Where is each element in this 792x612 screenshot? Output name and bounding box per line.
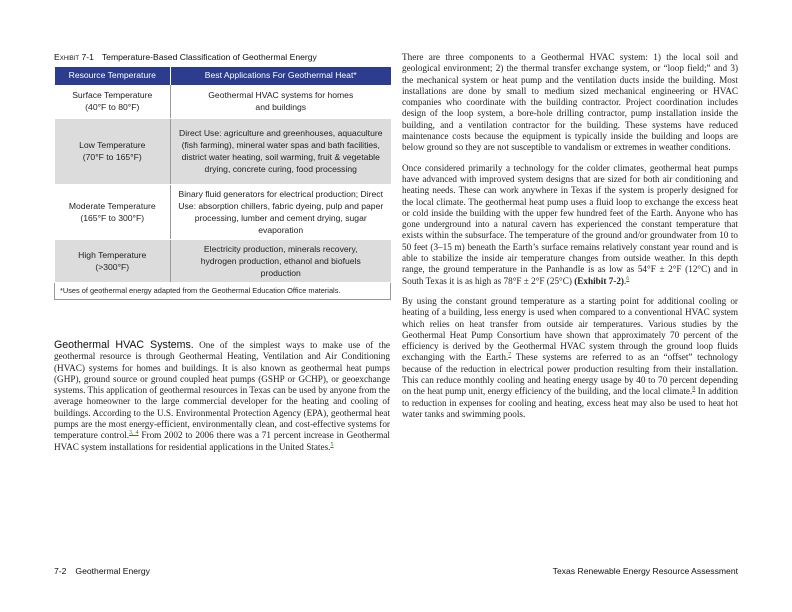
category-range: (165°F to 300°F) [80,212,145,223]
exhibit-label-text: Exhibit [54,52,80,62]
page-number: 7-2 [54,566,67,576]
footnote-link[interactable]: 7 [508,352,512,359]
header-resource-temperature: Resource Temperature [55,67,171,85]
footnote-link[interactable]: 8 [692,386,696,393]
table-row [55,85,391,118]
category-name: High Temperature [78,249,147,260]
header-best-applications: Best Applications For Geothermal Heat* [171,67,391,85]
row-category [55,184,171,239]
table-footnote-row [55,282,391,299]
right-column [402,52,738,420]
paragraph-text: By using the constant ground temperature as a starting point for additional cooling or heating of a building, less energy is used when compared to a conventional HVAC system which relies on heat transfer from outside air temperatures. Various studies by the Geothermal Heat Pump Consortium have shown that approximately 70 percent of the efficiency is derived by the Geothermal HVAC system through the ground loop fluids exchanging with the Earth. [402,295,738,363]
category-name: Moderate Temperature [68,200,156,211]
table-row [55,239,391,282]
footer-right [553,566,738,576]
ground-temperature-paragraph [402,296,738,420]
row-applications: Direct Use: agriculture and greenhouses, aquaculture (fish farming), mineral water spas and bath facilities, district water heating, soil warming, fruit & vegetable drying, concrete curing, food processing [171,118,391,184]
paragraph-text: From 2002 to 2006 there was a 71 percent increase in Geothermal HVAC system installations for residential applications in the United States. [54,430,390,452]
row-category [55,239,171,282]
section-heading: Geothermal HVAC Systems. [54,339,194,351]
row-category [55,118,171,184]
category-range: (>300°F) [95,261,130,272]
category-name: Surface Temperature [72,90,153,101]
table-header-row [55,67,391,85]
row-applications: Binary fluid generators for electrical production; Direct Use: absorption chillers, fabric dyeing, pulp and paper processing, lumber and cement drying, sugar evaporation [171,184,391,239]
components-paragraph: There are three components to a Geothermal HVAC system: 1) the local soil and geological environment; 2) the thermal transfer exchange system, or “loop field;” and 3) the mechanical system or heat pump and the ventilation ducts inside the building. Most installations are done by small to medium sized mechanical engineering or HVAC companies who coordinate with the building contractor. Project coordination includes design of the loop system, a bore-hole drilling contractor, pump installation inside the building, and a ventilation contractor for the building. These systems have reduced maintenance costs because the equipment is typically inside the building and loops are below ground so they are not susceptible to vandalism or extremes in weather conditions. [402,52,738,153]
table-row [55,118,391,184]
table-footnote: *Uses of geothermal energy adapted from the Geothermal Education Office materials. [55,282,391,299]
paragraph-text: Once considered primarily a technology for the colder climates, geothermal heat pumps have advanced with improved system designs that are sized for both air conditioning and heating needs. These can work anywhere in Texas if the system is properly designed for the local climate. The geothermal heat pump uses a fluid loop to exchange the excess heat or cold inside the building with the upper few hundred feet of the Earth. Anyone who has gone underground into a natural cavern has experienced the constant temperature that exists within the subsurface. The temperature of the ground and/or groundwater from 10 to 50 feet (3–15 m) beneath the Earth’s surface remains relatively constant year round and is able to stabilize the inside air temperature changes from outside weather. In this depth range, the ground temperature in the Panhandle is as low as 54°F ± 2°F (12°C) and in South Texas it is as high as 78°F ± 2°F (25°C) [402,162,738,286]
row-category [55,85,171,118]
exhibit-title [54,52,390,62]
left-column [54,52,390,300]
category-range: (70°F to 165°F) [82,152,142,162]
publication-title: Texas Renewable Energy Resource Assessment [552,566,738,576]
chapter-name: Geothermal Energy [75,566,150,576]
hvac-systems-paragraph [54,340,390,453]
footnote-link[interactable]: 6 [626,275,630,282]
left-body-text [54,340,390,453]
footnote-link[interactable]: 3, 4 [129,430,139,437]
paragraph-text: These systems are referred to as an “offset” technology because of the reduction in electrical power production resulting from their installation. This can reduce monthly cooling and heating energy usage by 40 to 70 percent depending on the heat pump unit, energy efficiency of the building, and the local climate. [402,352,738,397]
exhibit-table [54,67,391,300]
row-applications: Geothermal HVAC systems for homes and buildings [171,85,391,118]
category-name: Low Temperature [79,140,146,150]
exhibit-number: 7-1 [81,52,94,62]
paragraph-text: . [624,275,627,286]
exhibit-title-text: Temperature-Based Classification of Geothermal Energy [101,52,317,62]
paragraph-text: One of the simplest ways to make use of the geothermal resource is through Geothermal Heating, Ventilation and Air Conditioning (HVAC) systems for homes and buildings. It is also known as geothermal heat pumps (GHP), ground source or ground coupled heat pumps (GSHP or GCHP), or geoexchange systems. This application of geothermal resources in Texas can be used by anyone from the average homeowner to the large commercial developer for the heating and cooling of buildings. According to the U.S. Environmental Protection Agency (EPA), geothermal heat pumps are the most energy-efficient, environmentally clean, and cost-effective systems for temperature control. [54,340,390,441]
exhibit-reference: (Exhibit 7-2) [574,275,624,286]
row-applications: Electricity production, minerals recovery, hydrogen production, ethanol and biofuels production [171,239,391,282]
climates-paragraph [402,163,738,287]
footnote-link[interactable]: 5 [330,441,334,448]
table-row [55,184,391,239]
category-range: (40°F to 80°F) [85,102,140,113]
paragraph-text: In addition to reduction in expenses for cooling and heating, excess heat may also be used to heat hot water tanks and swimming pools. [402,386,738,419]
exhibit-label [54,52,94,62]
footer-left [54,566,150,576]
